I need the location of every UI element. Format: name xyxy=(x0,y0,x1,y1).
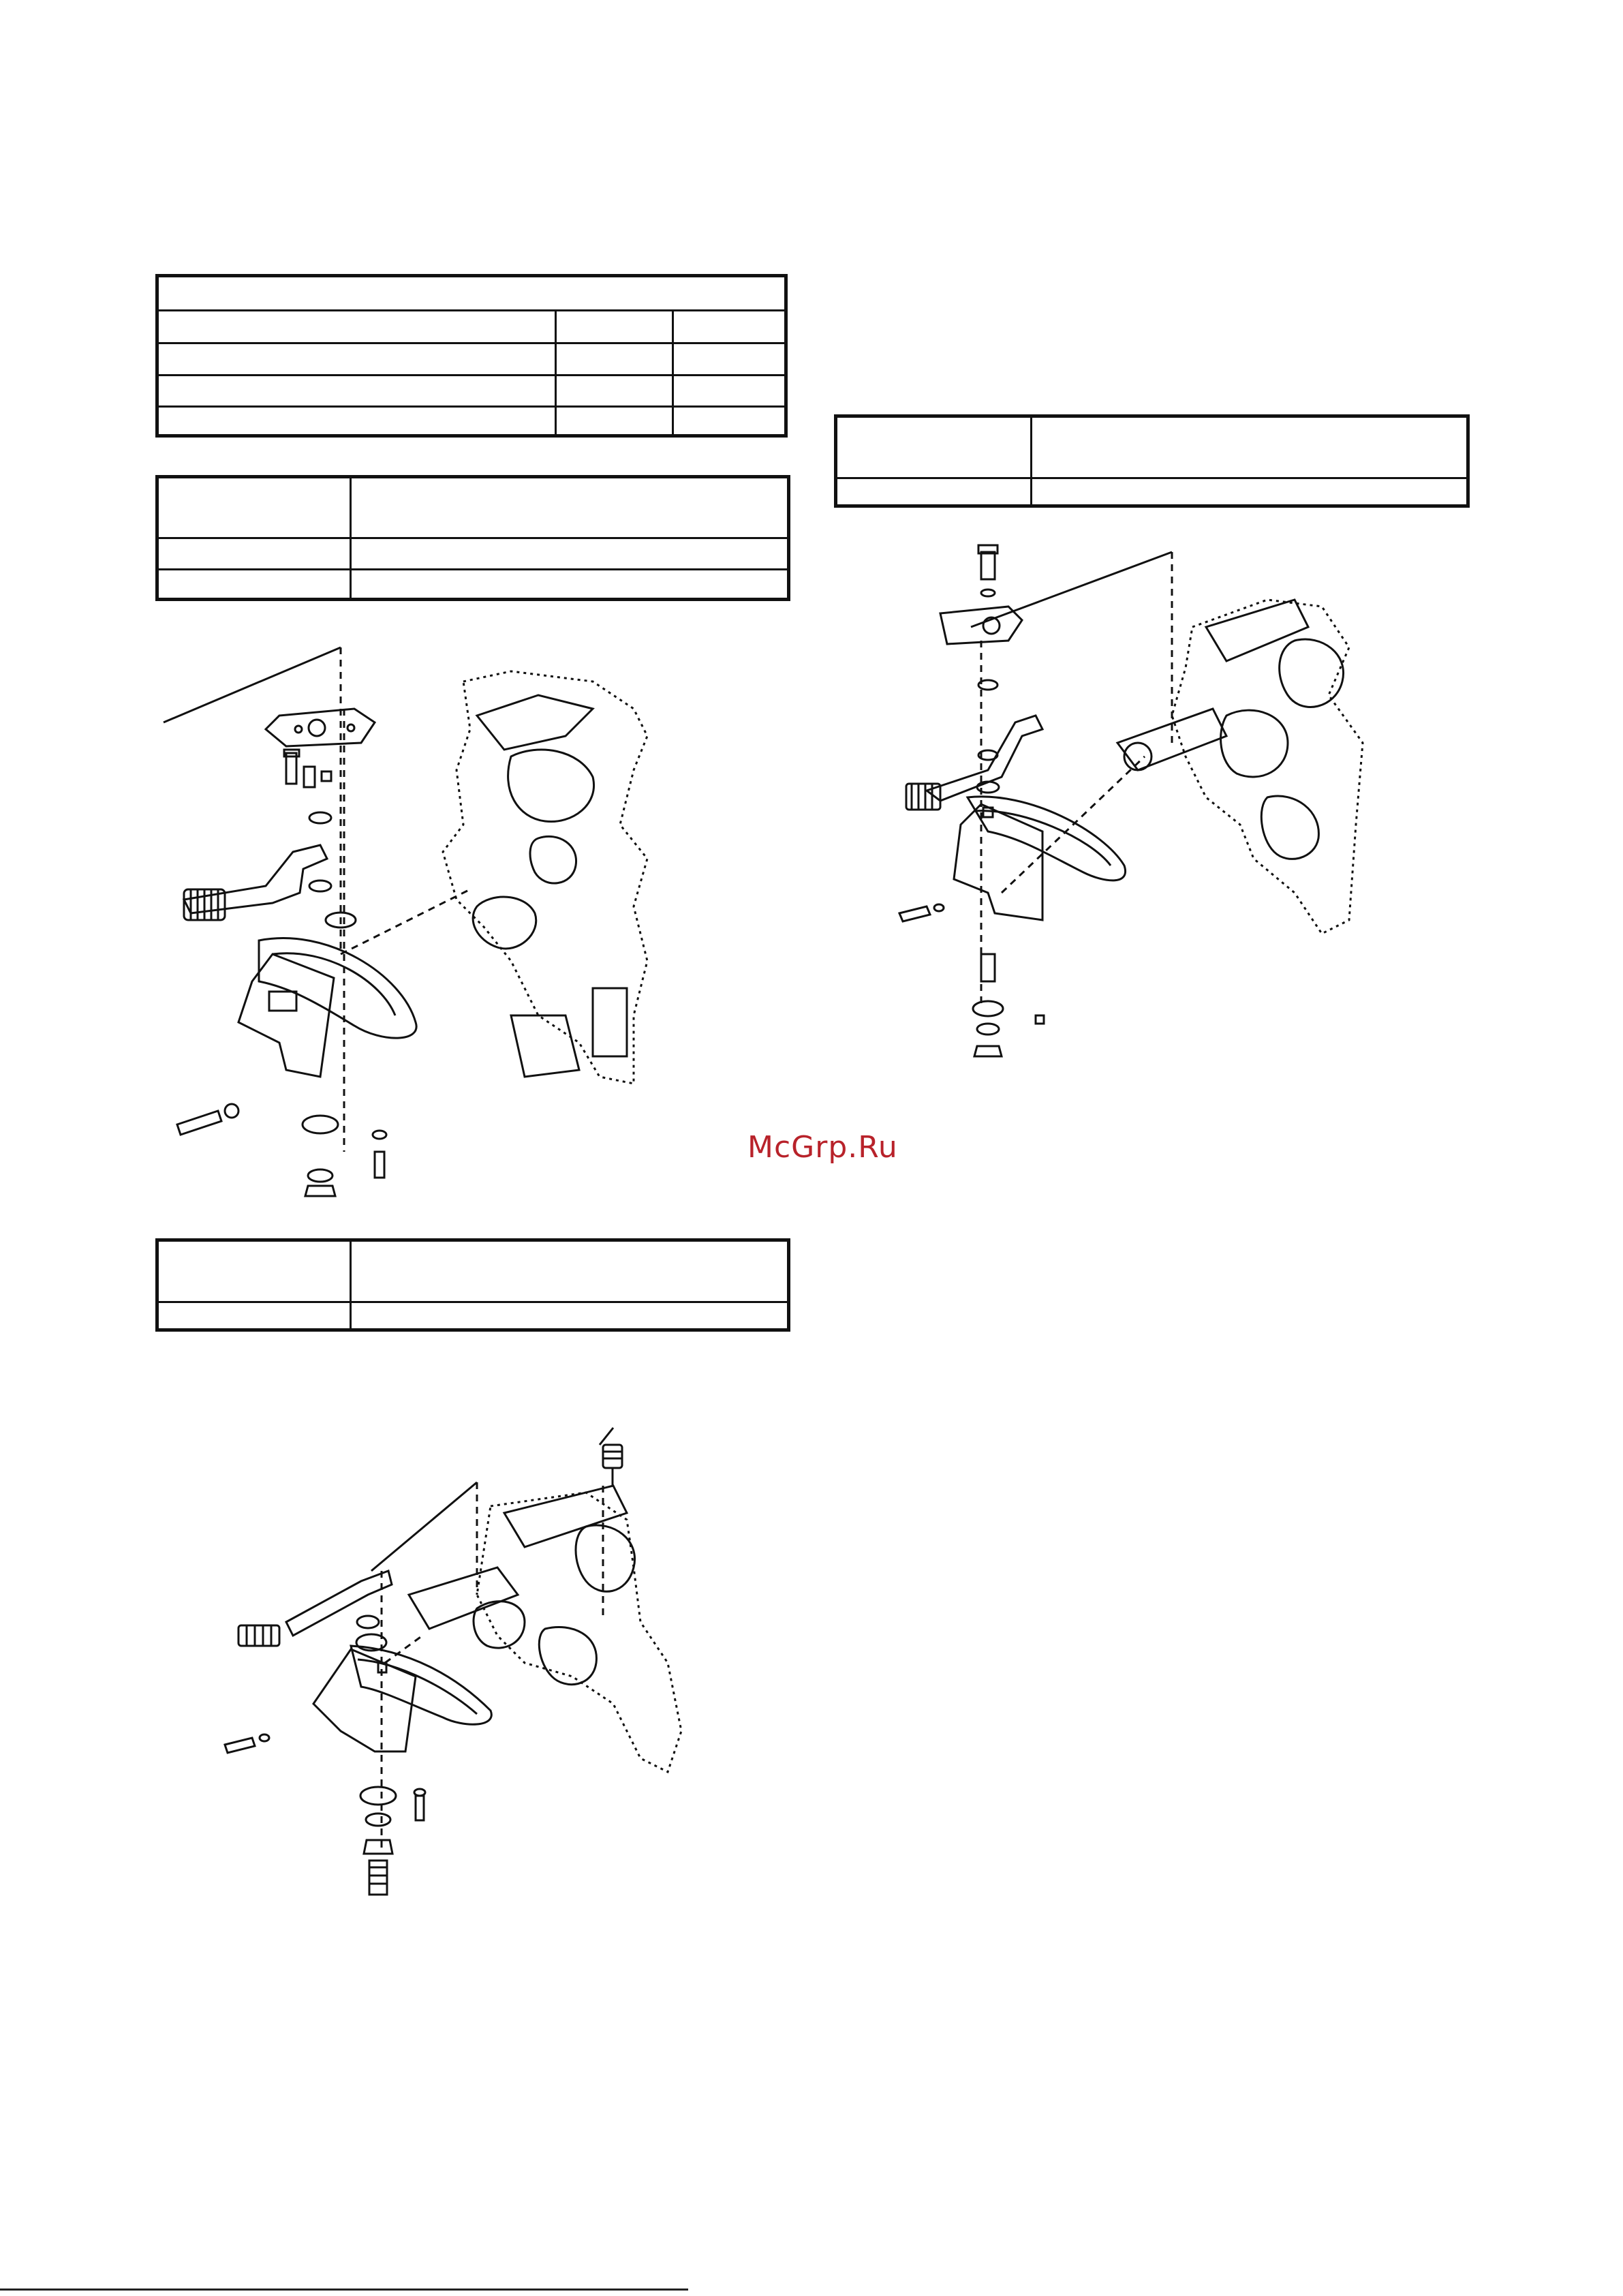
spec-table-top-left xyxy=(155,274,788,438)
table-row xyxy=(837,477,1466,508)
spec-table-middle-left xyxy=(155,475,790,601)
table-row xyxy=(159,309,784,343)
spec-table-right xyxy=(834,414,1470,508)
table-row xyxy=(159,374,784,408)
table-row xyxy=(159,568,787,601)
exploded-view-throttle-link-right xyxy=(886,538,1485,1077)
table-row xyxy=(159,537,787,570)
spec-table-bottom-left xyxy=(155,1238,790,1332)
exploded-view-grease-fitting-bottom xyxy=(204,1418,790,1935)
table-row xyxy=(159,405,784,438)
table-row xyxy=(159,342,784,376)
table-row xyxy=(159,1301,787,1332)
exploded-view-throttle-link-left xyxy=(157,634,790,1199)
watermark-text: McGrp.Ru xyxy=(747,1130,898,1165)
footer-divider xyxy=(0,2289,688,2291)
